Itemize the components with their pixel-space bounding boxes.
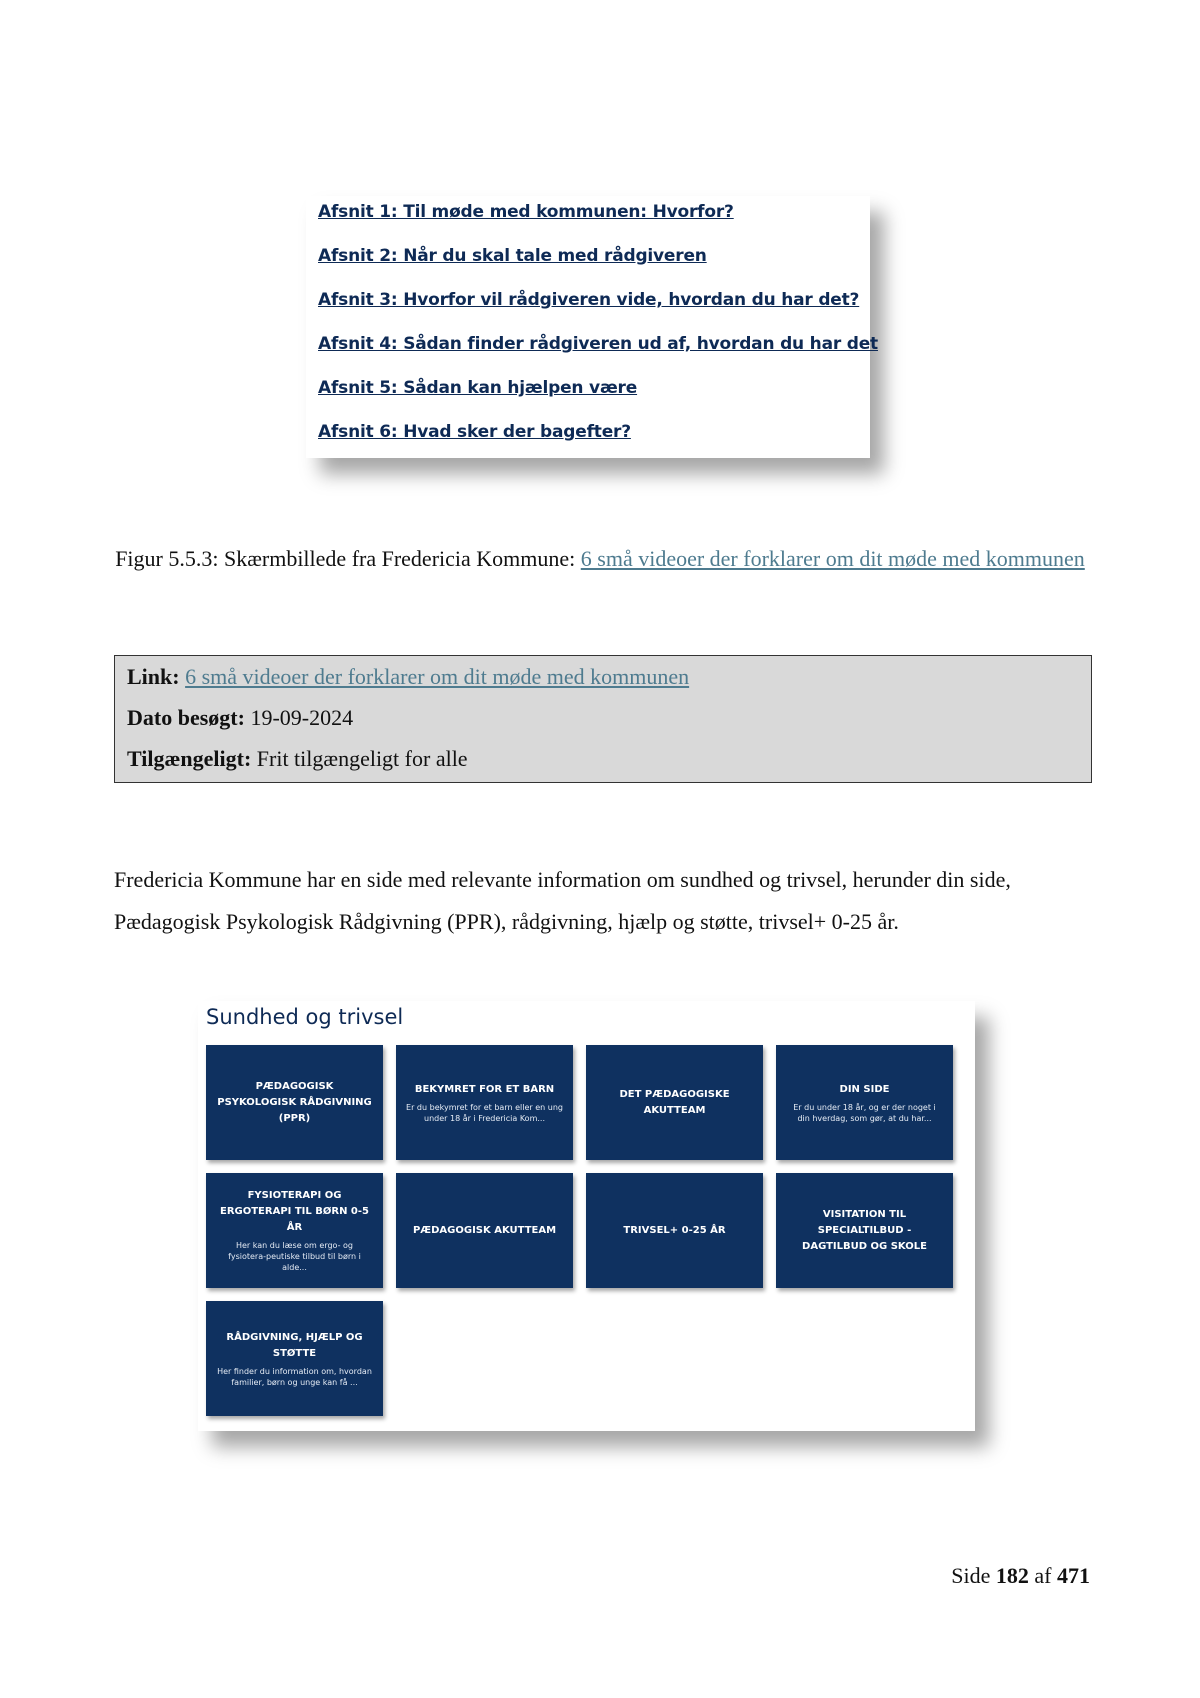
tile-title: PÆDAGOGISK AKUTTEAM <box>412 1224 557 1236</box>
tiles-section-title: Sundhed og trivsel <box>206 1005 404 1029</box>
page-number <box>951 1563 1090 1589</box>
section-link-5[interactable]: Afsnit 5: Sådan kan hjælpen være <box>318 378 638 398</box>
tile-akutteam[interactable] <box>396 1173 573 1288</box>
tile-fysioterapi[interactable] <box>206 1173 383 1288</box>
tile-title: FYSIOTERAPI OG ERGOTERAPI TIL BØRN 0-5 ÅR <box>220 1190 369 1233</box>
caption-link[interactable]: 6 små videoer der forklarer om dit møde med kommunen <box>580 546 1085 571</box>
section-link-4[interactable]: Afsnit 4: Sådan finder rådgiveren ud af, hvordan du har det <box>318 334 878 354</box>
tile-desc: Er du bekymret for et barn eller en ung under 18 år i Fredericia Kom... <box>406 1102 563 1123</box>
section-link-1[interactable]: Afsnit 1: Til møde med kommunen: Hvorfor? <box>318 202 734 222</box>
date-row <box>127 697 1079 738</box>
caption-text: Figur 5.5.3: Skærmbillede fra Fredericia Kommune: <box>115 546 581 571</box>
tile-raadgivning[interactable] <box>206 1301 383 1416</box>
tile-desc: Her finder du information om, hvordan familier, børn og unge kan få ... <box>217 1366 372 1387</box>
figure-caption <box>115 538 1085 580</box>
tile-title: VISITATION TIL SPECIALTILBUD - DAGTILBUD OG SKOLE <box>802 1208 927 1252</box>
tile-title: PÆDAGOGISK PSYKOLOGISK RÅDGIVNING (PPR) <box>217 1080 372 1124</box>
tile-akutteam-det[interactable] <box>586 1045 763 1160</box>
body-paragraph: Fredericia Kommune har en side med relevante information om sundhed og trivsel, herunder din side, Pædagogisk Psykologisk Rådgivning (PPR), rådgivning, hjælp og støtte, trivsel+ 0-25 år. <box>114 867 1011 934</box>
section-link-3[interactable]: Afsnit 3: Hvorfor vil rådgiveren vide, hvordan du har det? <box>318 290 860 310</box>
section-link-6[interactable]: Afsnit 6: Hvad sker der bagefter? <box>318 422 631 442</box>
page-middle: af <box>1028 1563 1057 1588</box>
date-value: 19-09-2024 <box>250 705 354 730</box>
page-prefix: Side <box>951 1563 996 1588</box>
link-row <box>127 656 1079 697</box>
access-value: Frit tilgængeligt for alle <box>256 746 468 771</box>
tile-visitation[interactable] <box>776 1173 953 1288</box>
tile-bekymret[interactable] <box>396 1045 573 1160</box>
tile-din-side[interactable] <box>776 1045 953 1160</box>
date-label: Dato besøgt: <box>127 705 245 730</box>
tile-title: TRIVSEL+ 0-25 ÅR <box>623 1224 726 1236</box>
link-label: Link: <box>127 664 180 689</box>
total-pages: 471 <box>1057 1563 1090 1588</box>
tile-title: DET PÆDAGOGISKE AKUTTEAM <box>619 1088 730 1116</box>
tile-desc: Er du under 18 år, og er der noget i din hverdag, som gør, at du har... <box>793 1102 936 1123</box>
section-link-2[interactable]: Afsnit 2: Når du skal tale med rådgiveren <box>318 246 707 266</box>
tile-trivsel[interactable] <box>586 1173 763 1288</box>
source-link[interactable]: 6 små videoer der forklarer om dit møde med kommunen <box>185 664 690 689</box>
tile-title: DIN SIDE <box>839 1083 890 1095</box>
access-label: Tilgængeligt: <box>127 746 252 771</box>
current-page: 182 <box>995 1563 1029 1588</box>
section-links-screenshot <box>306 196 878 458</box>
tile-ppr[interactable] <box>206 1045 383 1160</box>
source-info-box <box>114 655 1092 783</box>
health-tiles-screenshot <box>198 1001 975 1431</box>
access-row <box>127 738 1079 779</box>
tile-title: RÅDGIVNING, HJÆLP OG STØTTE <box>226 1331 363 1359</box>
tile-title: BEKYMRET FOR ET BARN <box>414 1083 555 1095</box>
tile-desc: Her kan du læse om ergo- og fysiotera-peutiske tilbud til børn i alde... <box>228 1241 361 1272</box>
